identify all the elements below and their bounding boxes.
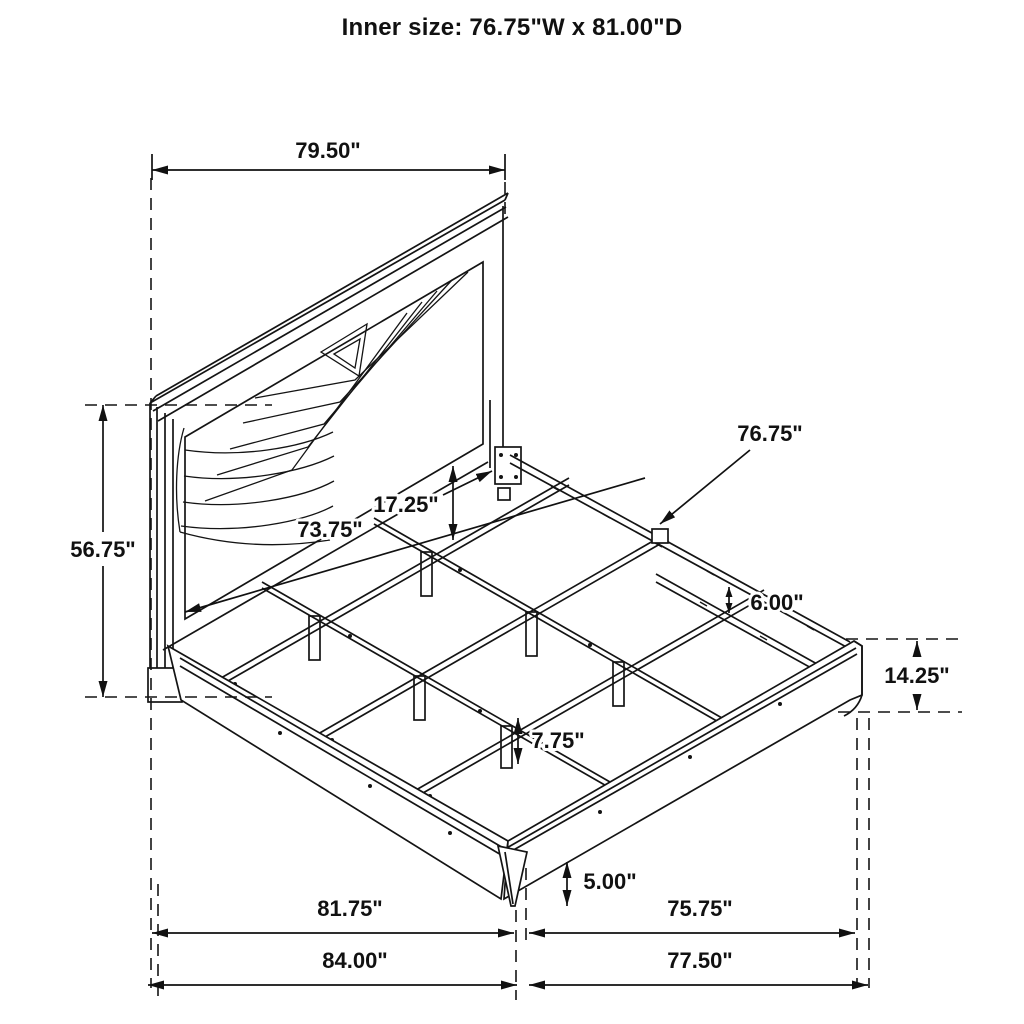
page-title: Inner size: 76.75"W x 81.00"D	[341, 14, 683, 41]
dimension-headboard-height	[70, 405, 135, 697]
dimension-inner-depth	[152, 896, 514, 933]
chevron-inlay	[205, 272, 468, 501]
dim-label-headboard-width: 79.50"	[295, 138, 361, 163]
dimension-inner-foot-width	[529, 896, 855, 933]
dimension-foot-leg-height	[567, 862, 637, 906]
slat-2	[318, 537, 660, 741]
dim-label-inner-foot-width: 75.75"	[667, 896, 733, 921]
dim-label-footboard-height: 14.25"	[884, 663, 950, 688]
dim-label-headboard-height: 56.75"	[70, 537, 136, 562]
slat-lock-block	[652, 529, 668, 543]
rail-hook	[498, 488, 510, 500]
side-rail-upper	[510, 455, 850, 649]
dim-label-slat-length: 73.75"	[297, 517, 363, 542]
dim-label-overall-width: 77.50"	[667, 948, 733, 973]
headboard-inner-panel	[185, 262, 483, 619]
dimension-headboard-panel-height	[373, 466, 492, 540]
dim-label-rail-gap: 6.00"	[750, 590, 804, 615]
right-side-rails	[510, 455, 860, 695]
dimension-overall-width	[529, 948, 868, 985]
dimension-headboard-width	[152, 138, 505, 180]
dim-label-foot-leg-height: 5.00"	[583, 869, 637, 894]
headboard	[148, 193, 521, 702]
bed-frame-drawing	[148, 193, 862, 906]
support-leg	[613, 662, 624, 706]
center-rail-2	[374, 518, 722, 724]
headboard-right-post	[490, 206, 521, 500]
dimension-inner-width	[660, 421, 803, 524]
footboard	[503, 641, 862, 899]
dim-label-overall-depth: 84.00"	[322, 948, 388, 973]
dimension-overall-depth	[148, 948, 517, 985]
dim-label-panel-height: 17.25"	[373, 492, 439, 517]
dim-label-center-leg-height: 7.75"	[531, 728, 585, 753]
dimension-footboard-height	[884, 641, 949, 710]
dim-label-inner-width: 76.75"	[737, 421, 803, 446]
dim-label-inner-depth: 81.75"	[317, 896, 383, 921]
